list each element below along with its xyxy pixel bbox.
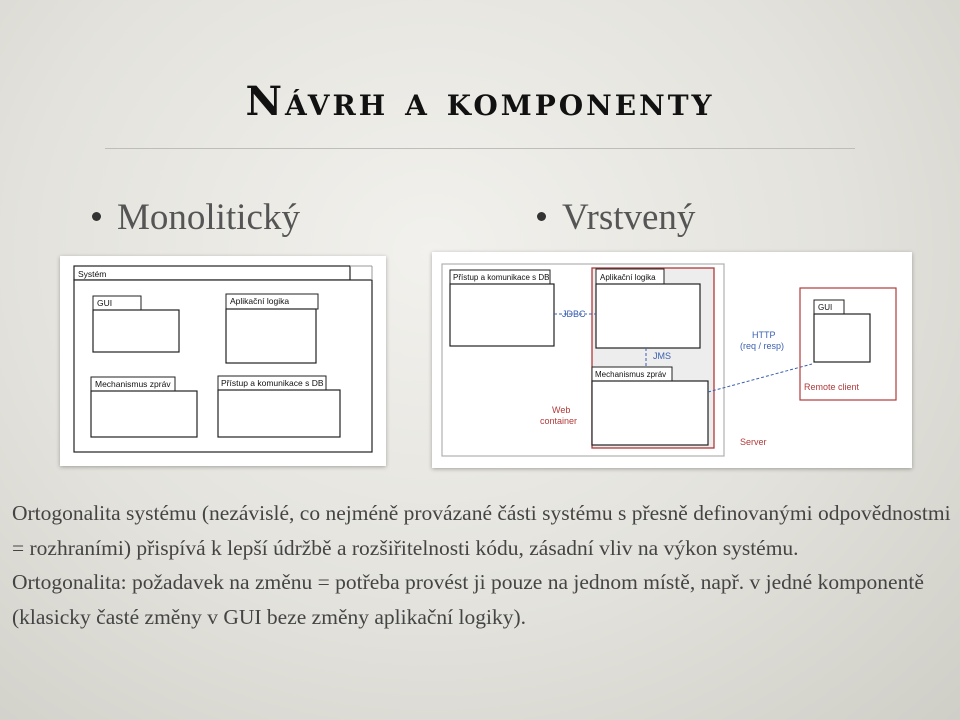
app-logic-package (226, 309, 316, 363)
monolith-diagram-svg (60, 256, 386, 466)
db-access-label: Přístup a komunikace s DB (221, 378, 324, 388)
http-sub-label: (req / resp) (740, 341, 785, 351)
layered-diagram (432, 252, 912, 468)
bullet-layered (537, 196, 695, 239)
body-text (12, 496, 952, 634)
bullet-dot-icon (92, 212, 101, 221)
bullet-monolithic (92, 196, 300, 239)
layered-app-logic-label: Aplikační logika (600, 273, 656, 282)
title-divider (105, 148, 855, 149)
db-access-package (218, 390, 340, 437)
bullet-monolithic-label: Monolitický (117, 197, 300, 238)
paragraph-orthogonality-requirement: Ortogonalita: požadavek na změnu = potřeba provést ji pouze na jednom místě, např. v jedné komponentě (klasicky časté změny v GUI beze změny aplikační logiky). (12, 570, 924, 629)
bullet-layered-label: Vrstvený (562, 197, 696, 238)
layered-diagram-svg (432, 252, 912, 468)
layered-app-logic-package (596, 284, 700, 348)
slide-title: Návrh a komponenty (245, 78, 715, 125)
web-container-label-line1: Web (552, 405, 571, 415)
layered-db-access-package (450, 284, 554, 346)
gui-package (93, 310, 179, 352)
remote-client-label: Remote client (804, 382, 860, 392)
layered-messaging-package (592, 381, 708, 445)
bullet-dot-icon (537, 212, 546, 221)
gui-label: GUI (97, 298, 113, 308)
system-label: Systém (78, 269, 107, 279)
layered-db-access-label: Přístup a komunikace s DB (453, 273, 550, 282)
layered-messaging-label: Mechanismus zpráv (595, 370, 667, 379)
remote-gui-package (814, 314, 870, 362)
system-package-tab (74, 266, 350, 280)
server-label: Server (740, 437, 767, 447)
jms-label: JMS (653, 351, 671, 361)
messaging-label: Mechanismus zpráv (95, 379, 171, 389)
jdbc-label: JDBC (562, 309, 586, 319)
app-logic-label: Aplikační logika (230, 296, 290, 306)
http-label: HTTP (752, 330, 776, 340)
remote-gui-label: GUI (818, 303, 833, 312)
messaging-package (91, 391, 197, 437)
paragraph-orthogonality: Ortogonalita systému (nezávislé, co nejméně provázané části systému s přesně definovanými odpovědnostmi = rozhraními) přispívá k lepší údržbě a rozšiřitelnosti kódu, zásadní vliv na výkon systému. (12, 501, 951, 560)
web-container-label-line2: container (540, 416, 578, 426)
monolith-diagram (60, 256, 386, 466)
